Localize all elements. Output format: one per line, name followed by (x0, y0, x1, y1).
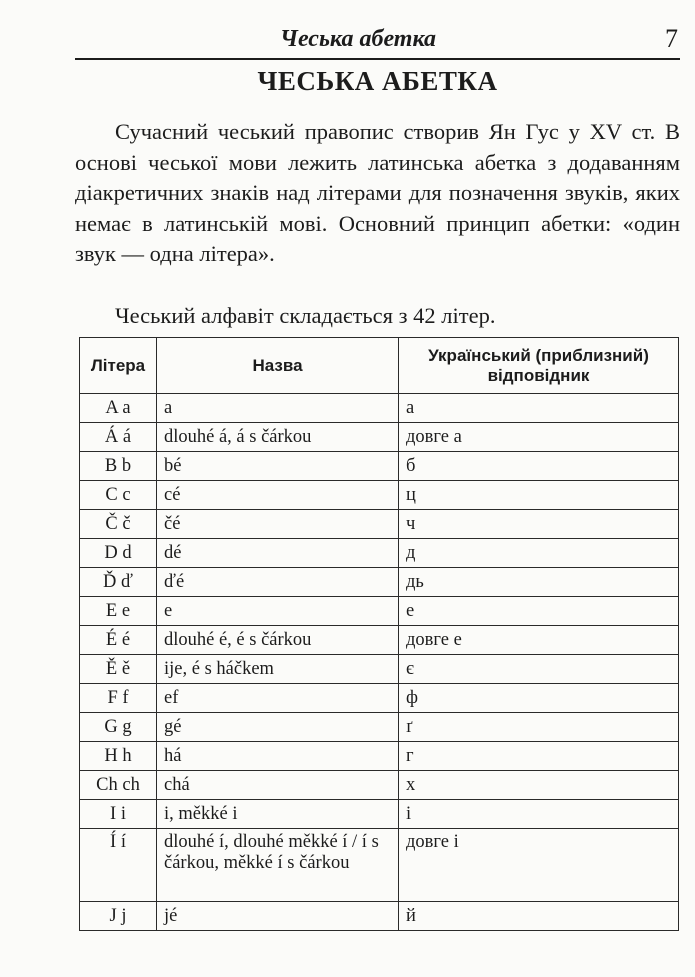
cell-name: há (157, 742, 399, 771)
cell-equivalent: д (399, 539, 679, 568)
cell-equivalent: ф (399, 684, 679, 713)
table-row (80, 597, 679, 626)
table-header-row (80, 338, 679, 394)
cell-equivalent: ґ (399, 713, 679, 742)
table-row (80, 902, 679, 931)
alphabet-table (79, 337, 679, 931)
letter-count-sentence: Чеський алфавіт складається з 42 літер. (115, 303, 496, 328)
cell-name: dé (157, 539, 399, 568)
cell-letter: G g (80, 713, 157, 742)
table-row (80, 713, 679, 742)
cell-equivalent: б (399, 452, 679, 481)
cell-letter: E e (80, 597, 157, 626)
cell-name: jé (157, 902, 399, 931)
table-row (80, 829, 679, 902)
table-row (80, 568, 679, 597)
cell-letter: F f (80, 684, 157, 713)
cell-name: dlouhé é, é s čárkou (157, 626, 399, 655)
column-header-name: Назва (157, 338, 399, 394)
cell-equivalent: довге е (399, 626, 679, 655)
cell-equivalent: а (399, 394, 679, 423)
cell-letter: Č č (80, 510, 157, 539)
cell-letter: É é (80, 626, 157, 655)
cell-letter: A a (80, 394, 157, 423)
cell-equivalent: г (399, 742, 679, 771)
column-header-letter: Літера (80, 338, 157, 394)
cell-name: bé (157, 452, 399, 481)
cell-name: dlouhé á, á s čárkou (157, 423, 399, 452)
page-number: 7 (665, 24, 678, 53)
cell-name: ef (157, 684, 399, 713)
cell-equivalent: довге і (399, 829, 679, 902)
cell-name: ďé (157, 568, 399, 597)
table-row (80, 452, 679, 481)
cell-equivalent: є (399, 655, 679, 684)
page-header (75, 22, 680, 60)
cell-letter: Í í (80, 829, 157, 902)
cell-name: e (157, 597, 399, 626)
table-row (80, 423, 679, 452)
table-row (80, 684, 679, 713)
cell-equivalent: х (399, 771, 679, 800)
cell-letter: Ď ď (80, 568, 157, 597)
table-row (80, 539, 679, 568)
cell-equivalent: довге а (399, 423, 679, 452)
table-row (80, 655, 679, 684)
cell-letter: Ch ch (80, 771, 157, 800)
table-row (80, 800, 679, 829)
table-row (80, 510, 679, 539)
cell-name: chá (157, 771, 399, 800)
cell-equivalent: дь (399, 568, 679, 597)
cell-letter: D d (80, 539, 157, 568)
cell-letter: I i (80, 800, 157, 829)
cell-name: ije, é s háčkem (157, 655, 399, 684)
intro-paragraph: Сучасний чеський правопис створив Ян Гус у XV ст. В основі чеської мови лежить латинська абетка з додаванням діакретичних знаків над літерами для позначення звуків, яких немає в латинській мові. Основний принцип абетки: «один звук — одна літера». (75, 119, 680, 266)
cell-name: i, měkké i (157, 800, 399, 829)
running-title: Чеська абетка (280, 26, 437, 52)
cell-letter: B b (80, 452, 157, 481)
table-row (80, 742, 679, 771)
cell-equivalent: ц (399, 481, 679, 510)
cell-letter: Ě ě (80, 655, 157, 684)
table-row (80, 481, 679, 510)
cell-name: a (157, 394, 399, 423)
cell-equivalent: й (399, 902, 679, 931)
table-row (80, 771, 679, 800)
column-header-equivalent: Український (приблизний) відповідник (399, 338, 679, 394)
cell-name: dlouhé í, dlouhé měkké í / í s čárkou, měkké í s čárkou (157, 829, 399, 902)
cell-name: cé (157, 481, 399, 510)
table-row (80, 394, 679, 423)
cell-letter: H h (80, 742, 157, 771)
cell-equivalent: ч (399, 510, 679, 539)
cell-letter: J j (80, 902, 157, 931)
cell-letter: Á á (80, 423, 157, 452)
cell-name: čé (157, 510, 399, 539)
cell-name: gé (157, 713, 399, 742)
section-heading: ЧЕСЬКА АБЕТКА (257, 66, 498, 96)
table-row (80, 626, 679, 655)
cell-letter: C c (80, 481, 157, 510)
cell-equivalent: е (399, 597, 679, 626)
cell-equivalent: і (399, 800, 679, 829)
